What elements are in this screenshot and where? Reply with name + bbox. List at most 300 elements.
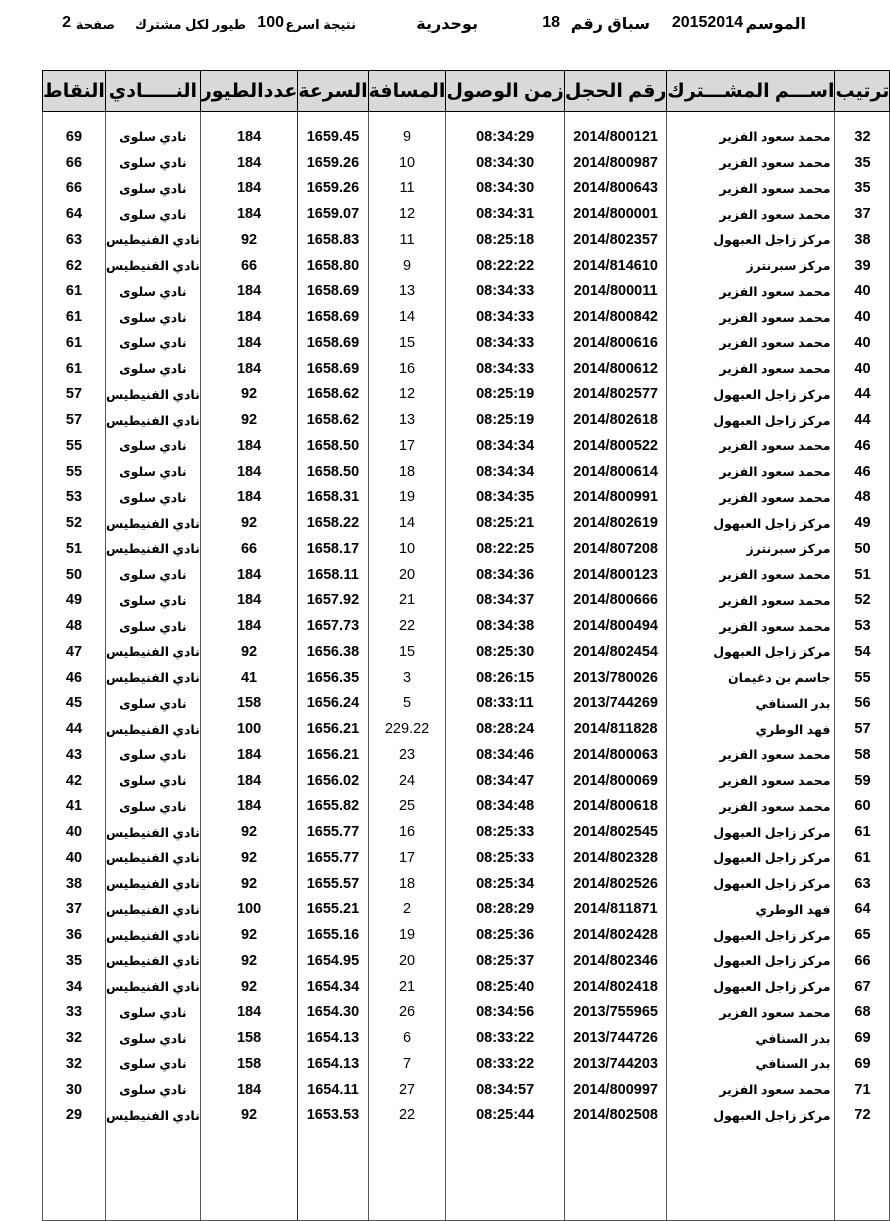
cell-arrival-time: 08:25:44 [446,1103,564,1129]
cell-ring-number: 2014/802526 [564,871,667,897]
cell-distance: 5 [368,691,446,717]
cell-speed: 1656.24 [298,691,368,717]
cell-points: 47 [43,639,106,665]
cell-arrival-time: 08:34:48 [446,794,564,820]
cell-rank: 67 [835,974,890,1000]
col-speed: السرعة [298,71,368,112]
cell-points: 66 [43,150,106,176]
cell-distance: 2 [368,897,446,923]
table-row [43,819,890,845]
cell-rank: 61 [835,819,890,845]
cell-speed: 1659.45 [298,124,368,150]
race-label: سباق رقم [570,16,650,33]
cell-points: 61 [43,356,106,382]
cell-participant-name: مركز سبرنترز [667,536,835,562]
cell-bird-count: 158 [200,691,297,717]
cell-club-name: نادي الفنيطيس [105,897,200,923]
cell-rank: 54 [835,639,890,665]
cell-distance: 9 [368,124,446,150]
cell-points: 62 [43,253,106,279]
cell-club-name: نادي الفنيطيس [105,819,200,845]
cell-participant-name: مركز سبرنترز [667,253,835,279]
cell-rank: 59 [835,768,890,794]
cell-rank: 35 [835,150,890,176]
cell-club-name: نادي سلوى [105,330,200,356]
cell-participant-name: مركز زاجل العبهول [667,922,835,948]
cell-distance: 14 [368,510,446,536]
cell-bird-count: 184 [200,485,297,511]
cell-speed: 1655.77 [298,845,368,871]
cell-points: 50 [43,562,106,588]
cell-points: 40 [43,819,106,845]
cell-ring-number: 2014/802619 [564,510,667,536]
table-header-row [43,71,890,112]
cell-points: 66 [43,176,106,202]
cell-participant-name: مركز زاجل العبهول [667,639,835,665]
cell-participant-name: فهد الوطري [667,716,835,742]
cell-bird-count: 92 [200,922,297,948]
cell-speed: 1659.26 [298,150,368,176]
results-table [42,70,890,1221]
cell-ring-number: 2013/755965 [564,1000,667,1026]
cell-points: 32 [43,1051,106,1077]
cell-distance: 19 [368,485,446,511]
cell-arrival-time: 08:34:33 [446,356,564,382]
cell-speed: 1653.53 [298,1103,368,1129]
cell-ring-number: 2014/800069 [564,768,667,794]
cell-bird-count: 184 [200,613,297,639]
cell-club-name: نادي الفنيطيس [105,536,200,562]
cell-points: 63 [43,227,106,253]
cell-club-name: نادي سلوى [105,691,200,717]
cell-distance: 7 [368,1051,446,1077]
cell-ring-number: 2014/800991 [564,485,667,511]
cell-speed: 1654.13 [298,1051,368,1077]
cell-ring-number: 2014/800011 [564,279,667,305]
page-number: 2 [62,14,71,31]
cell-rank: 40 [835,330,890,356]
cell-bird-count: 66 [200,253,297,279]
table-row [43,742,890,768]
cell-points: 64 [43,201,106,227]
cell-filler [368,112,446,125]
cell-participant-name: محمد سعود الفزير [667,562,835,588]
cell-ring-number: 2014/800001 [564,201,667,227]
cell-club-name: نادي سلوى [105,124,200,150]
cell-rank: 56 [835,691,890,717]
cell-rank: 44 [835,407,890,433]
cell-distance: 16 [368,819,446,845]
cell-points: 33 [43,1000,106,1026]
cell-points: 55 [43,433,106,459]
cell-points: 61 [43,330,106,356]
cell-bird-count: 184 [200,150,297,176]
cell-arrival-time: 08:34:31 [446,201,564,227]
cell-arrival-time: 08:34:37 [446,588,564,614]
cell-ring-number: 2014/800643 [564,176,667,202]
cell-speed: 1659.26 [298,176,368,202]
cell-club-name: نادي الفنيطيس [105,845,200,871]
cell-speed: 1655.16 [298,922,368,948]
cell-participant-name: محمد سعود الفزير [667,150,835,176]
cell-club-name: نادي الفنيطيس [105,974,200,1000]
table-row [43,1103,890,1129]
cell-arrival-time: 08:34:29 [446,124,564,150]
cell-ring-number: 2014/811828 [564,716,667,742]
cell-participant-name: محمد سعود الفزير [667,176,835,202]
col-bird-count: عددالطيور [200,71,297,112]
cell-rank: 57 [835,716,890,742]
cell-arrival-time: 08:34:56 [446,1000,564,1026]
table-row [43,613,890,639]
season-value: 20152014 [671,14,743,31]
cell-club-name: نادي سلوى [105,304,200,330]
table-row [43,974,890,1000]
cell-club-name: نادي الفنيطيس [105,871,200,897]
cell-speed: 1655.82 [298,794,368,820]
cell-speed: 1656.21 [298,716,368,742]
table-row [43,922,890,948]
cell-ring-number: 2014/800123 [564,562,667,588]
cell-speed: 1655.57 [298,871,368,897]
cell-speed: 1656.38 [298,639,368,665]
cell-rank: 69 [835,1025,890,1051]
table-row [43,562,890,588]
cell-rank: 40 [835,356,890,382]
location: بوحدرية [416,16,478,33]
cell-participant-name: مركز زاجل العبهول [667,871,835,897]
cell-distance: 25 [368,794,446,820]
cell-club-name: نادي الفنيطيس [105,382,200,408]
table-row [43,304,890,330]
season-label: الموسم [745,16,806,33]
cell-arrival-time: 08:33:22 [446,1025,564,1051]
cell-bird-count: 184 [200,794,297,820]
cell-points: 35 [43,948,106,974]
cell-points: 44 [43,716,106,742]
table-row [43,201,890,227]
cell-arrival-time: 08:34:46 [446,742,564,768]
cell-speed: 1658.80 [298,253,368,279]
cell-bird-count: 184 [200,742,297,768]
cell-bird-count: 92 [200,382,297,408]
table-row [43,536,890,562]
cell-bird-count: 100 [200,716,297,742]
cell-ring-number: 2014/800614 [564,459,667,485]
cell-points: 46 [43,665,106,691]
cell-participant-name: محمد سعود الفزير [667,279,835,305]
cell-rank: 40 [835,279,890,305]
col-arrival-time: زمن الوصول [446,71,564,112]
cell-bird-count: 66 [200,536,297,562]
cell-speed: 1659.07 [298,201,368,227]
table-row [43,150,890,176]
cell-distance: 27 [368,1077,446,1103]
cell-ring-number: 2014/800494 [564,613,667,639]
cell-club-name: نادي سلوى [105,433,200,459]
cell-bird-count: 92 [200,845,297,871]
cell-speed: 1658.50 [298,459,368,485]
cell-arrival-time: 08:34:33 [446,330,564,356]
cell-ring-number: 2014/800063 [564,742,667,768]
cell-distance: 11 [368,227,446,253]
cell-arrival-time: 08:34:34 [446,433,564,459]
table-row [43,356,890,382]
cell-points: 32 [43,1025,106,1051]
row-tail [43,1128,890,1221]
cell-speed: 1655.77 [298,819,368,845]
cell-rank: 51 [835,562,890,588]
cell-speed: 1658.31 [298,485,368,511]
cell-club-name: نادي سلوى [105,768,200,794]
cell-rank: 72 [835,1103,890,1129]
cell-club-name: نادي سلوى [105,1025,200,1051]
cell-arrival-time: 08:28:29 [446,897,564,923]
cell-speed: 1658.17 [298,536,368,562]
table-row [43,639,890,665]
cell-bird-count: 184 [200,356,297,382]
cell-points: 49 [43,588,106,614]
cell-participant-name: محمد سعود الفزير [667,588,835,614]
cell-rank: 49 [835,510,890,536]
table-row [43,1051,890,1077]
cell-speed: 1658.69 [298,304,368,330]
cell-points: 34 [43,974,106,1000]
cell-bird-count: 92 [200,871,297,897]
cell-arrival-time: 08:34:30 [446,176,564,202]
cell-distance: 13 [368,407,446,433]
cell-club-name: نادي الفنيطيس [105,716,200,742]
cell-rank: 35 [835,176,890,202]
cell-ring-number: 2014/800842 [564,304,667,330]
cell-ring-number: 2014/800666 [564,588,667,614]
cell-bird-count: 184 [200,124,297,150]
cell-arrival-time: 08:34:33 [446,304,564,330]
cell-filler [105,1128,200,1221]
cell-points: 61 [43,279,106,305]
cell-participant-name: محمد سعود الفزير [667,433,835,459]
cell-rank: 46 [835,459,890,485]
cell-ring-number: 2014/802346 [564,948,667,974]
cell-rank: 66 [835,948,890,974]
table-row [43,871,890,897]
cell-bird-count: 184 [200,304,297,330]
cell-distance: 18 [368,459,446,485]
cell-arrival-time: 08:34:30 [446,150,564,176]
cell-speed: 1657.73 [298,613,368,639]
cell-club-name: نادي سلوى [105,613,200,639]
cell-arrival-time: 08:26:15 [446,665,564,691]
table-row [43,253,890,279]
cell-participant-name: مركز زاجل العبهول [667,407,835,433]
cell-distance: 10 [368,150,446,176]
cell-speed: 1656.02 [298,768,368,794]
cell-points: 36 [43,922,106,948]
table-row [43,485,890,511]
cell-bird-count: 41 [200,665,297,691]
cell-arrival-time: 08:34:57 [446,1077,564,1103]
table-row [43,948,890,974]
per-member-label: طيور لكل مشترك [134,17,246,32]
cell-bird-count: 184 [200,1077,297,1103]
cell-filler [200,1128,297,1221]
cell-rank: 60 [835,794,890,820]
cell-ring-number: 2013/744203 [564,1051,667,1077]
cell-rank: 37 [835,201,890,227]
cell-club-name: نادي سلوى [105,150,200,176]
cell-bird-count: 92 [200,1103,297,1129]
cell-filler [667,1128,835,1221]
cell-bird-count: 184 [200,459,297,485]
table-row [43,433,890,459]
cell-points: 57 [43,382,106,408]
cell-bird-count: 92 [200,407,297,433]
cell-participant-name: محمد سعود الفزير [667,201,835,227]
cell-arrival-time: 08:25:19 [446,382,564,408]
cell-rank: 58 [835,742,890,768]
cell-distance: 19 [368,922,446,948]
cell-arrival-time: 08:25:36 [446,922,564,948]
cell-rank: 61 [835,845,890,871]
cell-distance: 15 [368,639,446,665]
cell-arrival-time: 08:25:33 [446,845,564,871]
table-row [43,1025,890,1051]
cell-filler [298,112,368,125]
cell-rank: 38 [835,227,890,253]
cell-ring-number: 2014/802577 [564,382,667,408]
cell-speed: 1658.11 [298,562,368,588]
cell-distance: 15 [368,330,446,356]
cell-bird-count: 184 [200,201,297,227]
cell-distance: 18 [368,871,446,897]
cell-points: 41 [43,794,106,820]
page-label: صفحة [75,17,115,32]
cell-speed: 1654.30 [298,1000,368,1026]
cell-participant-name: جاسم بن دغيمان [667,665,835,691]
row-spacer [43,112,890,125]
cell-speed: 1658.50 [298,433,368,459]
cell-participant-name: مركز زاجل العبهول [667,510,835,536]
cell-club-name: نادي الفنيطيس [105,639,200,665]
cell-club-name: نادي سلوى [105,562,200,588]
cell-distance: 24 [368,768,446,794]
cell-bird-count: 184 [200,562,297,588]
cell-ring-number: 2014/814610 [564,253,667,279]
cell-bird-count: 92 [200,974,297,1000]
cell-points: 53 [43,485,106,511]
cell-speed: 1658.62 [298,407,368,433]
table-row [43,279,890,305]
cell-ring-number: 2014/802357 [564,227,667,253]
race-value: 18 [542,14,560,31]
cell-speed: 1658.69 [298,279,368,305]
cell-speed: 1656.21 [298,742,368,768]
cell-rank: 44 [835,382,890,408]
cell-ring-number: 2013/780026 [564,665,667,691]
cell-bird-count: 100 [200,897,297,923]
cell-club-name: نادي الفنيطيس [105,922,200,948]
cell-distance: 23 [368,742,446,768]
cell-ring-number: 2014/800618 [564,794,667,820]
table-row [43,330,890,356]
cell-ring-number: 2014/807208 [564,536,667,562]
cell-points: 38 [43,871,106,897]
cell-distance: 17 [368,433,446,459]
cell-participant-name: محمد سعود الفزير [667,742,835,768]
cell-club-name: نادي سلوى [105,356,200,382]
table-row [43,897,890,923]
cell-ring-number: 2014/800997 [564,1077,667,1103]
cell-rank: 40 [835,304,890,330]
cell-filler [835,112,890,125]
cell-club-name: نادي الفنيطيس [105,510,200,536]
table-row [43,510,890,536]
cell-points: 43 [43,742,106,768]
cell-club-name: نادي سلوى [105,279,200,305]
table-row [43,176,890,202]
cell-ring-number: 2014/800612 [564,356,667,382]
cell-participant-name: بدر السنافي [667,1025,835,1051]
cell-distance: 20 [368,562,446,588]
cell-rank: 32 [835,124,890,150]
cell-speed: 1657.92 [298,588,368,614]
table-row [43,124,890,150]
cell-distance: 11 [368,176,446,202]
cell-speed: 1658.69 [298,330,368,356]
cell-arrival-time: 08:25:18 [446,227,564,253]
cell-bird-count: 184 [200,279,297,305]
cell-arrival-time: 08:34:34 [446,459,564,485]
cell-filler [368,1128,446,1221]
cell-arrival-time: 08:25:30 [446,639,564,665]
cell-arrival-time: 08:28:24 [446,716,564,742]
cell-speed: 1656.35 [298,665,368,691]
cell-participant-name: محمد سعود الفزير [667,768,835,794]
cell-rank: 39 [835,253,890,279]
cell-distance: 12 [368,201,446,227]
cell-distance: 16 [368,356,446,382]
col-points: النقاط [43,71,106,112]
cell-bird-count: 184 [200,588,297,614]
cell-rank: 50 [835,536,890,562]
cell-rank: 53 [835,613,890,639]
cell-ring-number: 2014/811871 [564,897,667,923]
cell-rank: 64 [835,897,890,923]
cell-club-name: نادي سلوى [105,459,200,485]
cell-points: 48 [43,613,106,639]
cell-participant-name: بدر السنافي [667,1051,835,1077]
cell-bird-count: 92 [200,948,297,974]
table-row [43,382,890,408]
cell-club-name: نادي الفنيطيس [105,253,200,279]
cell-participant-name: محمد سعود الفزير [667,794,835,820]
cell-participant-name: محمد سعود الفزير [667,613,835,639]
cell-bird-count: 184 [200,1000,297,1026]
table-row [43,459,890,485]
cell-filler [564,112,667,125]
cell-club-name: نادي سلوى [105,201,200,227]
cell-ring-number: 2013/744726 [564,1025,667,1051]
cell-participant-name: مركز زاجل العبهول [667,382,835,408]
cell-participant-name: محمد سعود الفزير [667,330,835,356]
cell-filler [105,112,200,125]
cell-club-name: نادي سلوى [105,1077,200,1103]
cell-bird-count: 92 [200,639,297,665]
cell-speed: 1658.69 [298,356,368,382]
cell-filler [200,112,297,125]
cell-bird-count: 92 [200,510,297,536]
cell-filler [564,1128,667,1221]
